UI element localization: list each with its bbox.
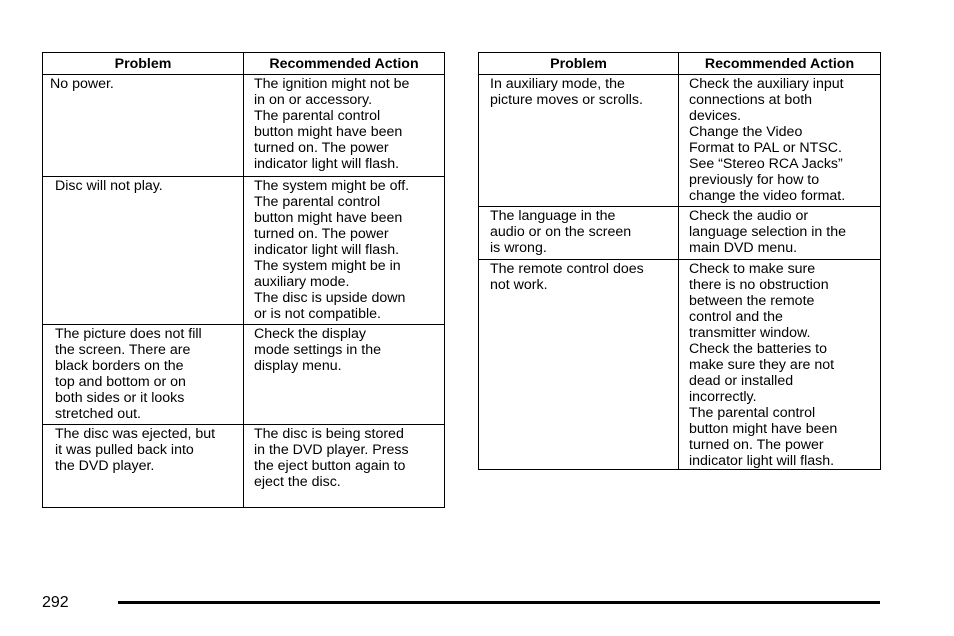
troubleshooting-table-right — [478, 52, 881, 470]
cell-text-line: The language in the — [490, 208, 616, 224]
cell-text-line: it was pulled back into — [55, 442, 194, 458]
cell-text-line: The disc is being stored — [254, 426, 404, 442]
cell-text-line: Check the display — [254, 326, 366, 342]
cell-text-line: black borders on the — [55, 358, 184, 374]
cell-text-line: auxiliary mode. — [254, 274, 350, 290]
table-row — [479, 207, 881, 260]
cell-text-line: turned on. The power — [689, 437, 824, 453]
cell-text-line: See “Stereo RCA Jacks” — [689, 156, 843, 172]
footer-rule — [118, 601, 880, 604]
cell-text-line: turned on. The power — [254, 140, 389, 156]
cell-text-line: there is no obstruction — [689, 277, 829, 293]
problem-cell — [479, 207, 679, 260]
table-row — [43, 425, 445, 508]
cell-text-line: not work. — [490, 277, 548, 293]
cell-text-line: is wrong. — [490, 240, 547, 256]
table-row — [43, 75, 445, 177]
cell-text-line: indicator light will flash. — [254, 156, 400, 172]
cell-text-line: The disc was ejected, but — [55, 426, 216, 442]
cell-text-line: main DVD menu. — [689, 240, 798, 256]
cell-text-line: button might have been — [254, 124, 403, 140]
cell-text-line: make sure they are not — [689, 357, 835, 373]
cell-text-line: button might have been — [689, 421, 838, 437]
problem-cell — [43, 425, 244, 508]
page-number: 292 — [42, 594, 69, 611]
cell-text-line: between the remote — [689, 293, 815, 309]
table-header-row — [479, 53, 881, 75]
cell-text-line: audio or on the screen — [490, 224, 632, 240]
cell-text-line: The parental control — [254, 194, 381, 210]
cell-text-line: Check to make sure — [689, 261, 816, 277]
problem-cell — [479, 260, 679, 470]
cell-text-line: change the video format. — [689, 188, 846, 204]
cell-text-line: transmitter window. — [689, 325, 811, 341]
problem-cell — [43, 325, 244, 425]
table-row — [43, 177, 445, 325]
cell-text-line: The disc is upside down — [254, 290, 406, 306]
cell-text-line: language selection in the — [689, 224, 846, 240]
cell-text-line: connections at both — [689, 92, 813, 108]
action-cell — [244, 75, 445, 177]
action-cell — [679, 207, 881, 260]
action-cell — [244, 425, 445, 508]
cell-text-line: mode settings in the — [254, 342, 381, 358]
cell-text-line: top and bottom or on — [55, 374, 186, 390]
action-cell — [244, 325, 445, 425]
table-row — [43, 325, 445, 425]
cell-text-line: The remote control does — [490, 261, 644, 277]
cell-text-line: Check the audio or — [689, 208, 809, 224]
cell-text-line: indicator light will flash. — [689, 453, 835, 469]
action-cell — [679, 260, 881, 470]
cell-text-line: stretched out. — [55, 406, 141, 422]
cell-text-line: Check the auxiliary input — [689, 76, 844, 92]
cell-text-line: control and the — [689, 309, 783, 325]
table-row — [479, 260, 881, 470]
troubleshooting-table-left — [42, 52, 445, 508]
cell-text-line: The ignition might not be — [254, 76, 410, 92]
table-header-row — [43, 53, 445, 75]
cell-text-line: or is not compatible. — [254, 306, 381, 322]
cell-text-line: in the DVD player. Press — [254, 442, 409, 458]
cell-text-line: The parental control — [254, 108, 381, 124]
cell-text-line: the eject button again to — [254, 458, 406, 474]
cell-text-line: the screen. There are — [55, 342, 191, 358]
cell-text-line: button might have been — [254, 210, 403, 226]
cell-text-line: eject the disc. — [254, 474, 341, 490]
cell-text-line: Change the Video — [689, 124, 803, 140]
cell-text-line: previously for how to — [689, 172, 820, 188]
cell-text-line: devices. — [689, 108, 742, 124]
cell-text-line: picture moves or scrolls. — [490, 92, 643, 108]
cell-text-line: Check the batteries to — [689, 341, 828, 357]
cell-text-line: No power. — [50, 76, 114, 92]
cell-text-line: Format to PAL or NTSC. — [689, 140, 842, 156]
problem-cell — [43, 75, 244, 177]
cell-text-line: incorrectly. — [689, 389, 757, 405]
cell-text-line: both sides or it looks — [55, 390, 185, 406]
problem-cell — [43, 177, 244, 325]
cell-text-line: indicator light will flash. — [254, 242, 400, 258]
column-header-problem: Problem — [479, 53, 679, 75]
cell-text-line: dead or installed — [689, 373, 794, 389]
action-cell — [244, 177, 445, 325]
cell-text-line: The system might be off. — [254, 178, 410, 194]
action-cell — [679, 75, 881, 207]
cell-text-line: The system might be in — [254, 258, 401, 274]
table-row — [479, 75, 881, 207]
cell-text-line: The parental control — [689, 405, 816, 421]
column-header-recommended-action: Recommended Action — [679, 53, 881, 75]
cell-text-line: the DVD player. — [55, 458, 155, 474]
cell-text-line: Disc will not play. — [55, 178, 163, 194]
cell-text-line: In auxiliary mode, the — [490, 76, 625, 92]
cell-text-line: display menu. — [254, 358, 342, 374]
cell-text-line: The picture does not fill — [55, 326, 202, 342]
cell-text-line: in on or accessory. — [254, 92, 373, 108]
column-header-problem: Problem — [43, 53, 244, 75]
cell-text-line: turned on. The power — [254, 226, 389, 242]
problem-cell — [479, 75, 679, 207]
column-header-recommended-action: Recommended Action — [244, 53, 445, 75]
